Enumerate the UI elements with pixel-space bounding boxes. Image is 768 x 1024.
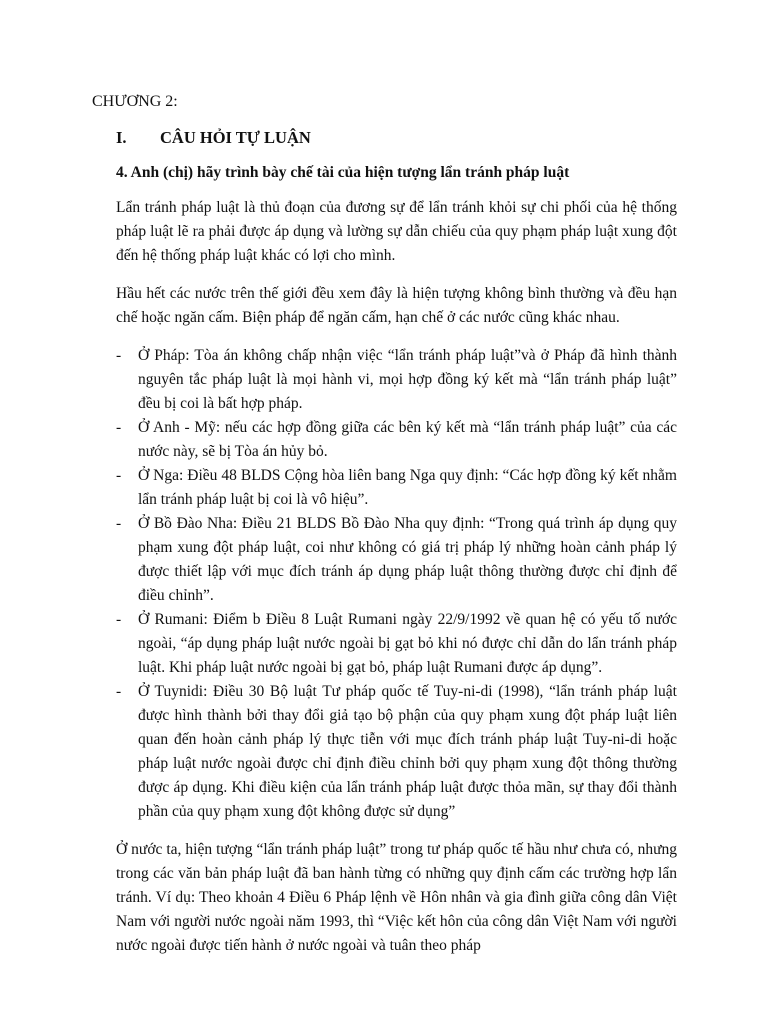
country-list bbox=[116, 344, 677, 824]
chapter-heading: CHƯƠNG 2: bbox=[92, 93, 178, 110]
list-item bbox=[116, 608, 677, 680]
paragraph: Hầu hết các nước trên thế giới đều xem đây là hiện tượng không bình thường và đều hạn chế hoặc ngăn cấm. Biện pháp để ngăn cấm, hạn chế ở các nước cũng khác nhau. bbox=[116, 285, 677, 326]
list-item-text: Ở Rumani: Điểm b Điều 8 Luật Rumani ngày 22/9/1992 về quan hệ có yếu tố nước ngoài, “áp dụng pháp luật nước ngoài bị gạt bỏ khi nó được chỉ dẫn do lẩn tránh pháp luật. Khi pháp luật nước ngoài bị gạt bỏ, pháp luật Rumani được áp dụng”. bbox=[138, 611, 677, 676]
list-item-text: Ở Pháp: Tòa án không chấp nhận việc “lẩn tránh pháp luật”và ở Pháp đã hình thành nguyên tắc pháp luật là mọi hành vi, mọi hợp đồng ký kết mà “lẩn tránh pháp luật” đều bị coi là bất hợp pháp. bbox=[138, 347, 677, 412]
list-marker: - bbox=[116, 467, 122, 484]
list-item bbox=[116, 512, 677, 608]
list-item bbox=[116, 416, 677, 464]
list-item bbox=[116, 680, 677, 824]
list-marker: - bbox=[116, 419, 122, 436]
list-item-text: Ở Nga: Điều 48 BLDS Cộng hòa liên bang Nga quy định: “Các hợp đồng ký kết nhằm lẩn tránh pháp luật bị coi là vô hiệu”. bbox=[138, 467, 677, 508]
list-marker: - bbox=[116, 683, 122, 700]
question-heading: 4. Anh (chị) hãy trình bày chế tài của hiện tượng lẩn tránh pháp luật bbox=[116, 164, 570, 181]
list-item-text: Ở Bồ Đào Nha: Điều 21 BLDS Bồ Đào Nha quy định: “Trong quá trình áp dụng quy phạm xung đột pháp luật, coi như không có giá trị pháp lý những hoàn cảnh pháp lý được thiết lập với mục đích tránh áp dụng pháp luật thông thường được chỉ định để điều chỉnh”. bbox=[138, 515, 677, 604]
list-marker: - bbox=[116, 515, 122, 532]
list-item bbox=[116, 464, 677, 512]
document-body bbox=[116, 196, 677, 972]
list-item-text: Ở Anh - Mỹ: nếu các hợp đồng giữa các bên ký kết mà “lẩn tránh pháp luật” của các nước này, sẽ bị Tòa án hủy bỏ. bbox=[138, 419, 677, 460]
list-item-text: Ở Tuynidi: Điều 30 Bộ luật Tư pháp quốc tế Tuy-ni-di (1998), “lẩn tránh pháp luật được hình thành bởi thay đổi giả tạo bộ phận của quy phạm xung đột pháp luật liên quan đến hoàn cảnh pháp lý thực tiễn với mục đích tránh pháp luật Tuy-ni-di hoặc pháp luật nước ngoài được chỉ định điều chỉnh bởi quy phạm xung đột thông thường được áp dụng. Khi điều kiện của lẩn tránh pháp luật được thỏa mãn, sự thay đổi thành phần của quy phạm xung đột không được sử dụng” bbox=[138, 683, 677, 820]
section-number: I. bbox=[116, 128, 127, 147]
list-marker: - bbox=[116, 611, 122, 628]
closing-paragraph: Ở nước ta, hiện tượng “lẩn tránh pháp luật” trong tư pháp quốc tế hầu như chưa có, nhưng trong các văn bản pháp luật đã ban hành từng có những quy định cấm các trường hợp lẩn tránh. Ví dụ: Theo khoản 4 Điều 6 Pháp lệnh về Hôn nhân và gia đình giữa công dân Việt Nam với người nước ngoài năm 1993, thì “Việc kết hôn của công dân Việt Nam với người nước ngoài được tiến hành ở nước ngoài và tuân theo pháp bbox=[116, 841, 677, 954]
section-heading bbox=[116, 128, 311, 148]
list-marker: - bbox=[116, 347, 122, 364]
list-item bbox=[116, 344, 677, 416]
paragraph: Lẩn tránh pháp luật là thủ đoạn của đương sự để lẩn tránh khỏi sự chi phối của hệ thống pháp luật lẽ ra phải được áp dụng và lường sự dẫn chiếu của quy phạm pháp luật xung đột đến hệ thống pháp luật khác có lợi cho mình. bbox=[116, 199, 677, 264]
section-title: CÂU HỎI TỰ LUẬN bbox=[160, 128, 311, 147]
